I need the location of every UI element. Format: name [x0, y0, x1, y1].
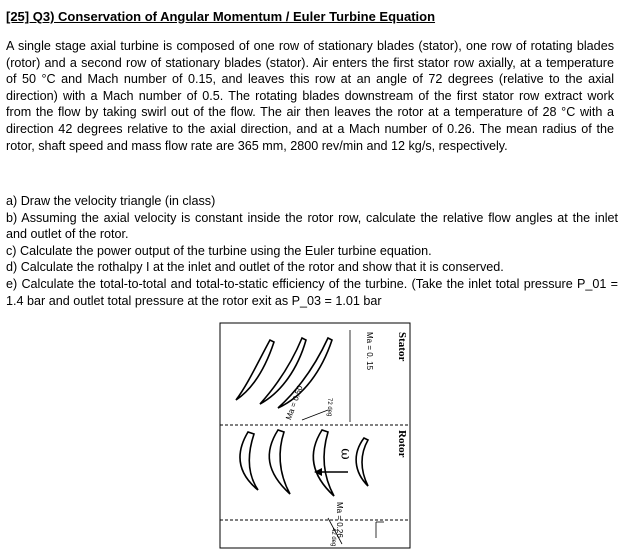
problem-statement: A single stage axial turbine is composed of one row of stationary blades (stator), one row of rotating blades (rotor) and a second row of stationary blades (stator). Air enters the first stator row axially, at a temperature of 50 °C and Mach number of 0.15, and leaves this row at an angle of 72 degrees (relative to the axial direction) with a Mach number of 0.5. The rotating blades downstream of the first stator row extract work from the flow by taking swirl out of the flow. The air then leaves the rotor at a temperature of 28 °C with a direction 42 degrees relative to the axial direction, and at a Mach number of 0.26. The mean radius of the rotor, shaft speed and mass flow rate are 365 mm, 2800 rev/min and 12 kg/s, respectively. [6, 39, 614, 153]
stator-blade-3 [278, 338, 332, 408]
stator-exit-mach-label: Ma = 0.50 [284, 384, 305, 422]
rotor-label: Rotor [396, 430, 408, 458]
rotor-blade-4 [356, 438, 368, 486]
rotor-exit-angle-label: 42 deg [330, 528, 336, 547]
rotor-blade-1 [240, 432, 258, 490]
question-d: d) Calculate the rothalpy I at the inlet and outlet of the rotor and show that it is conserved. [6, 260, 504, 275]
question-e: e) Calculate the total-to-total and total-to-static efficiency of the turbine. (Take the inlet total pressure P_01 = 1.4 bar and outlet total pressure at the rotor exit as P_03 = 1.01 bar [6, 276, 618, 308]
figure-frame [220, 323, 410, 548]
question-a: a) Draw the velocity triangle (in class) [6, 194, 216, 208]
turbine-blade-figure [218, 322, 414, 550]
rotor-exit-mach-label: Ma = 0.26 [335, 502, 344, 538]
stator-label: Stator [396, 332, 408, 362]
question-title: [25] Q3) Conservation of Angular Momentum / Euler Turbine Equation [6, 9, 436, 24]
stator-exit-flow-line [302, 410, 328, 420]
rotor-blade-2 [269, 430, 290, 494]
stator-blade-1 [236, 340, 274, 400]
question-list [6, 193, 618, 309]
omega-symbol: ω [337, 448, 354, 460]
blade-diagram [218, 322, 414, 550]
question-b: b) Assuming the axial velocity is constant inside the rotor row, calculate the relative flow angles at the inlet and outlet of the rotor. [6, 210, 618, 242]
question-c: c) Calculate the power output of the turbine using the Euler turbine equation. [6, 243, 432, 258]
stator-exit-angle-label: 72 deg [326, 398, 332, 417]
inlet-mach-label: Ma = 0. 15 [365, 332, 374, 371]
rotor-blade-3 [313, 430, 334, 496]
